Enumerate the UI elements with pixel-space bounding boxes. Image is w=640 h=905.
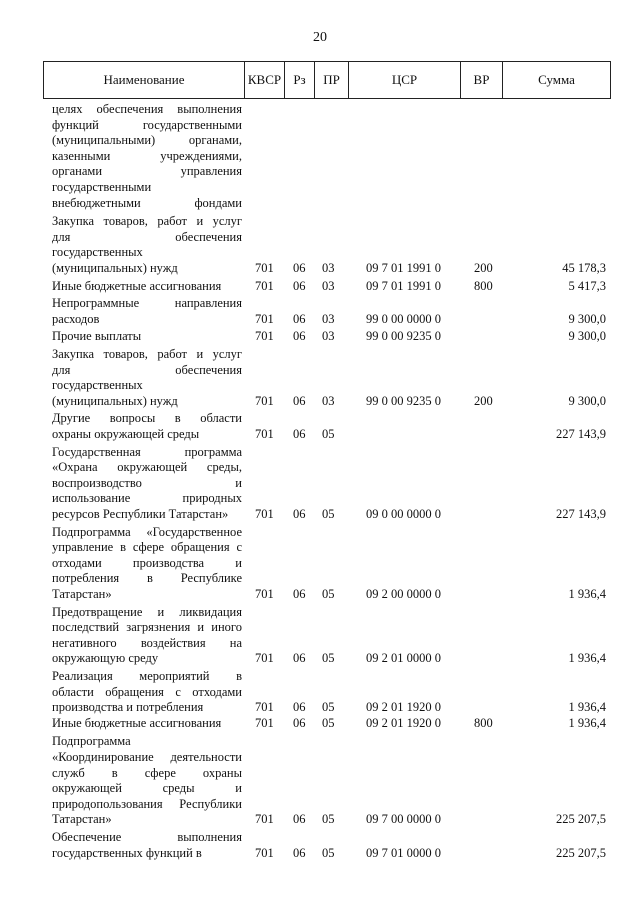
row-csr: 09 2 01 1920 0 xyxy=(366,715,441,730)
row-csr: 09 2 00 0000 0 xyxy=(366,586,441,601)
row-pr: 05 xyxy=(322,845,335,860)
row-name-line: окружающую среду xyxy=(52,651,159,666)
row-rz: 06 xyxy=(293,700,306,715)
row-rz: 06 xyxy=(293,426,306,441)
row-pr: 05 xyxy=(322,586,335,601)
row-rz: 06 xyxy=(293,260,306,275)
row-rz: 06 xyxy=(293,393,306,408)
row-name xyxy=(52,329,242,345)
row-kvsr: 701 xyxy=(255,426,274,441)
row-sum: 45 178,3 xyxy=(562,260,606,275)
row-name-line: служб в сфере охраны xyxy=(52,765,242,780)
row-name-line: Реализация мероприятий в xyxy=(52,669,242,683)
row-csr: 09 0 00 0000 0 xyxy=(366,506,441,521)
row-name-line: Предотвращение и ликвидация xyxy=(52,604,242,619)
row-name xyxy=(52,830,242,861)
row-pr: 03 xyxy=(322,278,335,293)
row-name-line: «Охрана окружающей среды, xyxy=(52,460,242,475)
row-name-line: «Координирование деятельности xyxy=(52,749,242,764)
row-csr: 09 2 01 1920 0 xyxy=(366,700,441,715)
row-kvsr: 701 xyxy=(255,715,274,730)
row-name-line: органами управления xyxy=(52,164,242,179)
row-name-line: отходами производства и xyxy=(52,555,242,570)
row-name xyxy=(52,102,242,211)
row-sum: 5 417,3 xyxy=(568,278,606,293)
row-name xyxy=(52,347,242,409)
row-sum: 227 143,9 xyxy=(556,426,606,441)
row-kvsr: 701 xyxy=(255,329,274,344)
row-kvsr: 701 xyxy=(255,311,274,326)
row-name-line: Закупка товаров, работ и услуг xyxy=(52,214,242,229)
row-pr: 03 xyxy=(322,393,335,408)
row-name-line: потребления в Республике xyxy=(52,571,242,586)
row-name-line: Подпрограмма «Государственное xyxy=(52,524,242,539)
row-rz: 06 xyxy=(293,278,306,293)
row-rz: 06 xyxy=(293,715,306,730)
row-kvsr: 701 xyxy=(255,700,274,715)
row-sum: 1 936,4 xyxy=(568,586,606,601)
row-kvsr: 701 xyxy=(255,278,274,293)
row-pr: 05 xyxy=(322,506,335,521)
table-row xyxy=(0,279,640,295)
row-name-line: (муниципальными) органами, xyxy=(52,133,242,148)
row-name xyxy=(52,669,242,716)
row-name xyxy=(52,445,242,523)
row-sum: 1 936,4 xyxy=(568,651,606,666)
row-sum: 225 207,5 xyxy=(556,812,606,827)
row-rz: 06 xyxy=(293,845,306,860)
row-name-line: охраны окружающей среды xyxy=(52,426,200,441)
table-row xyxy=(0,296,640,327)
row-rz: 06 xyxy=(293,311,306,326)
row-name-line: Непрограммные направления xyxy=(52,296,242,311)
row-name xyxy=(52,279,242,295)
row-name-line: Закупка товаров, работ и услуг xyxy=(52,347,242,361)
row-sum: 227 143,9 xyxy=(556,506,606,521)
row-csr: 99 0 00 9235 0 xyxy=(366,329,441,344)
row-rz: 06 xyxy=(293,506,306,521)
row-name-line: внебюджетными фондами xyxy=(52,195,242,210)
row-rz: 06 xyxy=(293,651,306,666)
row-pr: 03 xyxy=(322,260,335,275)
row-csr: 99 0 00 9235 0 xyxy=(366,393,441,408)
row-name-line: природопользования Республики xyxy=(52,796,242,811)
column-header-name: Наименование xyxy=(103,72,185,87)
column-header-pr: ПР xyxy=(314,62,348,98)
row-name-line: для обеспечения xyxy=(52,229,242,244)
row-name-line: (муниципальных) нужд xyxy=(52,393,178,408)
row-pr: 05 xyxy=(322,700,335,715)
row-pr: 05 xyxy=(322,715,335,730)
row-rz: 06 xyxy=(293,329,306,344)
row-name-line: (муниципальных) нужд xyxy=(52,260,178,275)
column-header-vr: ВР xyxy=(460,62,502,98)
row-name-line: для обеспечения xyxy=(52,362,242,377)
row-name-line: целях обеспечения выполнения xyxy=(52,102,242,116)
row-name-line: Подпрограмма xyxy=(52,734,131,749)
row-vr: 800 xyxy=(474,278,493,293)
row-sum: 225 207,5 xyxy=(556,845,606,860)
row-pr: 03 xyxy=(322,311,335,326)
row-name-line: области обращения с отходами xyxy=(52,684,242,699)
table-row xyxy=(0,716,640,732)
table-row xyxy=(0,830,640,861)
table-row xyxy=(0,347,640,409)
row-name-line: Государственная программа xyxy=(52,444,242,459)
table-row xyxy=(0,411,640,442)
row-name-line: государственными xyxy=(52,179,152,194)
row-pr: 05 xyxy=(322,812,335,827)
row-name-line: государственных функций в xyxy=(52,845,202,860)
row-kvsr: 701 xyxy=(255,812,274,827)
row-name-line: казенными учреждениями, xyxy=(52,148,242,163)
row-name-line: управление в сфере обращения с xyxy=(52,540,242,555)
row-kvsr: 701 xyxy=(255,506,274,521)
row-name-line: производства и потребления xyxy=(52,700,204,715)
row-sum: 9 300,0 xyxy=(568,393,606,408)
column-header-csr: ЦСР xyxy=(348,62,460,98)
row-name-line: Иные бюджетные ассигнования xyxy=(52,715,222,730)
row-name xyxy=(52,296,242,327)
row-pr: 05 xyxy=(322,426,335,441)
row-rz: 06 xyxy=(293,586,306,601)
table-header xyxy=(43,61,611,99)
row-name-line: Прочие выплаты xyxy=(52,329,142,344)
row-csr: 09 2 01 0000 0 xyxy=(366,651,441,666)
row-name-line: государственных xyxy=(52,378,143,393)
row-name-line: использование природных xyxy=(52,491,242,506)
row-kvsr: 701 xyxy=(255,393,274,408)
table-row xyxy=(0,734,640,828)
row-csr: 99 0 00 0000 0 xyxy=(366,311,441,326)
row-name xyxy=(52,734,242,828)
table-row xyxy=(0,445,640,523)
row-name-line: Обеспечение выполнения xyxy=(52,830,242,844)
row-sum: 1 936,4 xyxy=(568,715,606,730)
row-pr: 05 xyxy=(322,651,335,666)
table-row xyxy=(0,669,640,716)
row-pr: 03 xyxy=(322,329,335,344)
row-kvsr: 701 xyxy=(255,651,274,666)
row-name xyxy=(52,525,242,603)
row-name-line: функций государственными xyxy=(52,117,242,132)
row-kvsr: 701 xyxy=(255,260,274,275)
table-row xyxy=(0,214,640,276)
table-row xyxy=(0,102,640,211)
row-name-line: расходов xyxy=(52,311,100,326)
row-name-line: Татарстан» xyxy=(52,586,112,601)
row-kvsr: 701 xyxy=(255,586,274,601)
row-rz: 06 xyxy=(293,812,306,827)
row-name-line: негативного воздействия на xyxy=(52,635,242,650)
row-name-line: Татарстан» xyxy=(52,812,112,827)
column-header-rz: Рз xyxy=(284,62,314,98)
row-vr: 200 xyxy=(474,393,493,408)
row-csr: 09 7 01 1991 0 xyxy=(366,260,441,275)
table-row xyxy=(0,605,640,667)
row-csr: 09 7 00 0000 0 xyxy=(366,812,441,827)
row-csr: 09 7 01 0000 0 xyxy=(366,845,441,860)
row-name xyxy=(52,411,242,442)
row-name xyxy=(52,214,242,276)
row-name-line: окружающей среды и xyxy=(52,781,242,796)
row-vr: 200 xyxy=(474,260,493,275)
row-name-line: Иные бюджетные ассигнования xyxy=(52,278,222,293)
row-name xyxy=(52,605,242,667)
row-sum: 9 300,0 xyxy=(568,329,606,344)
row-name xyxy=(52,716,242,732)
column-header-kvsr: КВСР xyxy=(244,62,284,98)
row-vr: 800 xyxy=(474,715,493,730)
table-row xyxy=(0,329,640,345)
row-name-line: государственных xyxy=(52,245,143,260)
row-name-line: воспроизводство и xyxy=(52,475,242,490)
row-sum: 9 300,0 xyxy=(568,311,606,326)
page-number: 20 xyxy=(313,30,327,45)
row-sum: 1 936,4 xyxy=(568,700,606,715)
table-row xyxy=(0,525,640,603)
row-kvsr: 701 xyxy=(255,845,274,860)
column-header-sum: Сумма xyxy=(502,62,610,98)
row-name-line: Другие вопросы в области xyxy=(52,411,242,426)
row-name-line: ресурсов Республики Татарстан» xyxy=(52,506,229,521)
row-name-line: последствий загрязнения и иного xyxy=(52,620,242,635)
row-csr: 09 7 01 1991 0 xyxy=(366,278,441,293)
